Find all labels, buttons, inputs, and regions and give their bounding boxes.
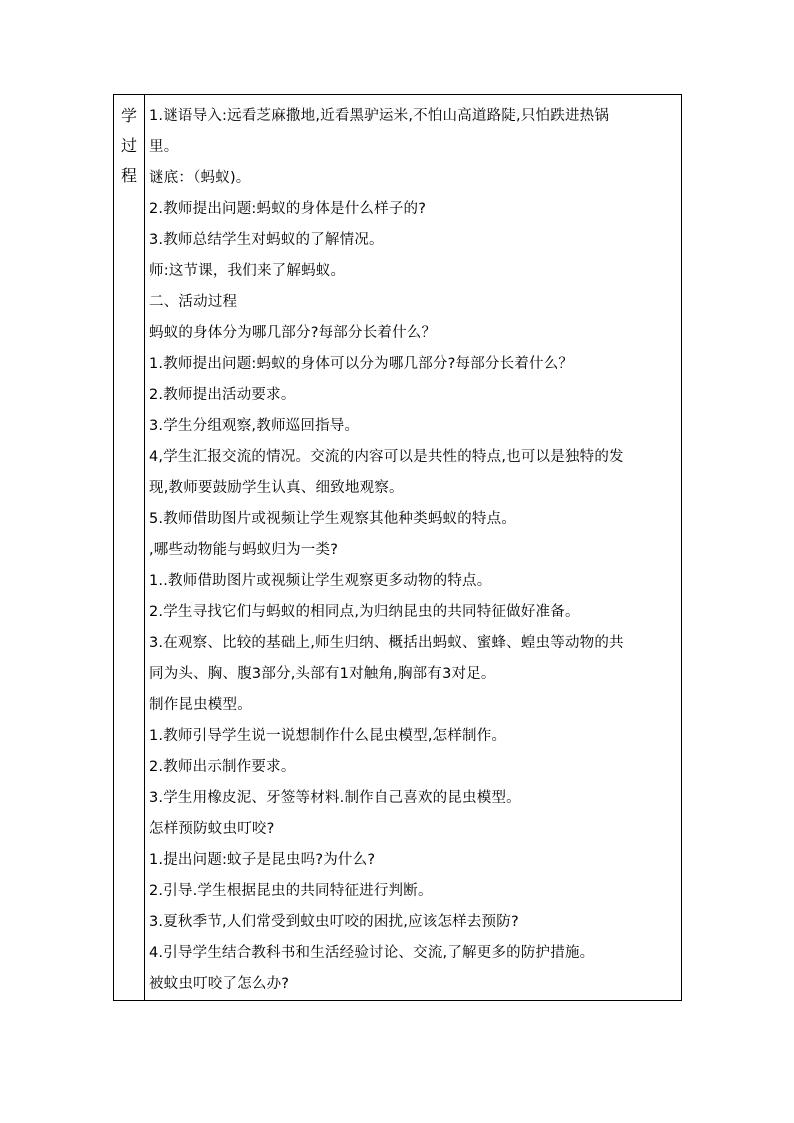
topic-heading: 制作昆虫模型。 xyxy=(149,697,252,713)
text-line: 2.教师提出问题:蚂蚁的身体是什么样子的? xyxy=(149,201,427,217)
text-line: 里。 xyxy=(149,139,179,155)
section-label xyxy=(114,101,144,191)
text-line: 3.学生用橡皮泥、牙签等材料.制作自己喜欢的昆虫模型。 xyxy=(149,790,521,806)
section-label-char: 学 xyxy=(120,106,137,125)
lesson-plan-table xyxy=(113,94,682,1001)
topic-heading: 被蚊虫叮咬了怎么办? xyxy=(149,976,290,992)
lesson-content xyxy=(145,95,681,1000)
text-line: 师:这节课，我们来了解蚂蚁。 xyxy=(149,263,346,279)
table-row xyxy=(114,95,682,1001)
text-line: 现,教师要鼓励学生认真、细致地观察。 xyxy=(149,480,404,496)
text-line: 2.教师出示制作要求。 xyxy=(149,759,296,775)
text-line: 4.引导学生结合教科书和生活经验讨论、交流,了解更多的防护措施。 xyxy=(149,945,595,961)
text-line: 1..教师借助图片或视频让学生观察更多动物的特点。 xyxy=(149,573,492,589)
text-line: 1.提出问题:蚊子是昆虫吗?为什么? xyxy=(149,852,376,868)
text-line: 1.教师提出问题:蚂蚁的身体可以分为哪几部分?每部分长着什么？ xyxy=(149,356,574,372)
text-line: 3.夏秋季节,人们常受到蚊虫叮咬的困扰,应该怎样去预防? xyxy=(149,914,519,930)
text-line: 3.在观察、比较的基础上,师生归纳、概括出蚂蚁、蜜蜂、蝗虫等动物的共 xyxy=(149,635,624,651)
section-label-cell xyxy=(114,95,145,1001)
section-label-char: 程 xyxy=(120,166,137,185)
text-line: 2.教师提出活动要求。 xyxy=(149,387,296,403)
section-label-char: 过 xyxy=(120,136,137,155)
text-line: 同为头、胸、腹3部分,头部有1对触角,胸部有3对足。 xyxy=(149,666,496,682)
text-line: 2.学生寻找它们与蚂蚁的相同点,为归纳昆虫的共同特征做好准备。 xyxy=(149,604,580,620)
topic-heading: ,哪些动物能与蚂蚁归为一类? xyxy=(149,542,339,558)
text-line: 3.教师总结学生对蚂蚁的了解情况。 xyxy=(149,232,384,248)
text-line: 5.教师借助图片或视频让学生观察其他种类蚂蚁的特点。 xyxy=(149,511,517,527)
text-line: 3.学生分组观察,教师巡回指导。 xyxy=(149,418,360,434)
text-line: 4,学生汇报交流的情况。交流的内容可以是共性的特点,也可以是独特的发 xyxy=(149,449,624,465)
text-line: 2.引导.学生根据昆虫的共同特征进行判断。 xyxy=(149,883,433,899)
text-line: 谜底：（蚂蚁)。 xyxy=(149,170,251,186)
topic-heading: 蚂蚁的身体分为哪几部分?每部分长着什么？ xyxy=(149,325,437,341)
text-line: 1.谜语导入:远看芝麻撒地,近看黑驴运米,不怕山高道路陡,只怕跌进热锅 xyxy=(149,108,610,124)
section-heading: 二、活动过程 xyxy=(149,294,238,310)
text-line: 1.教师引导学生说一说想制作什么昆虫模型,怎样制作。 xyxy=(149,728,507,744)
content-cell xyxy=(145,95,682,1001)
topic-heading: 怎样预防蚊虫叮咬? xyxy=(149,821,275,837)
